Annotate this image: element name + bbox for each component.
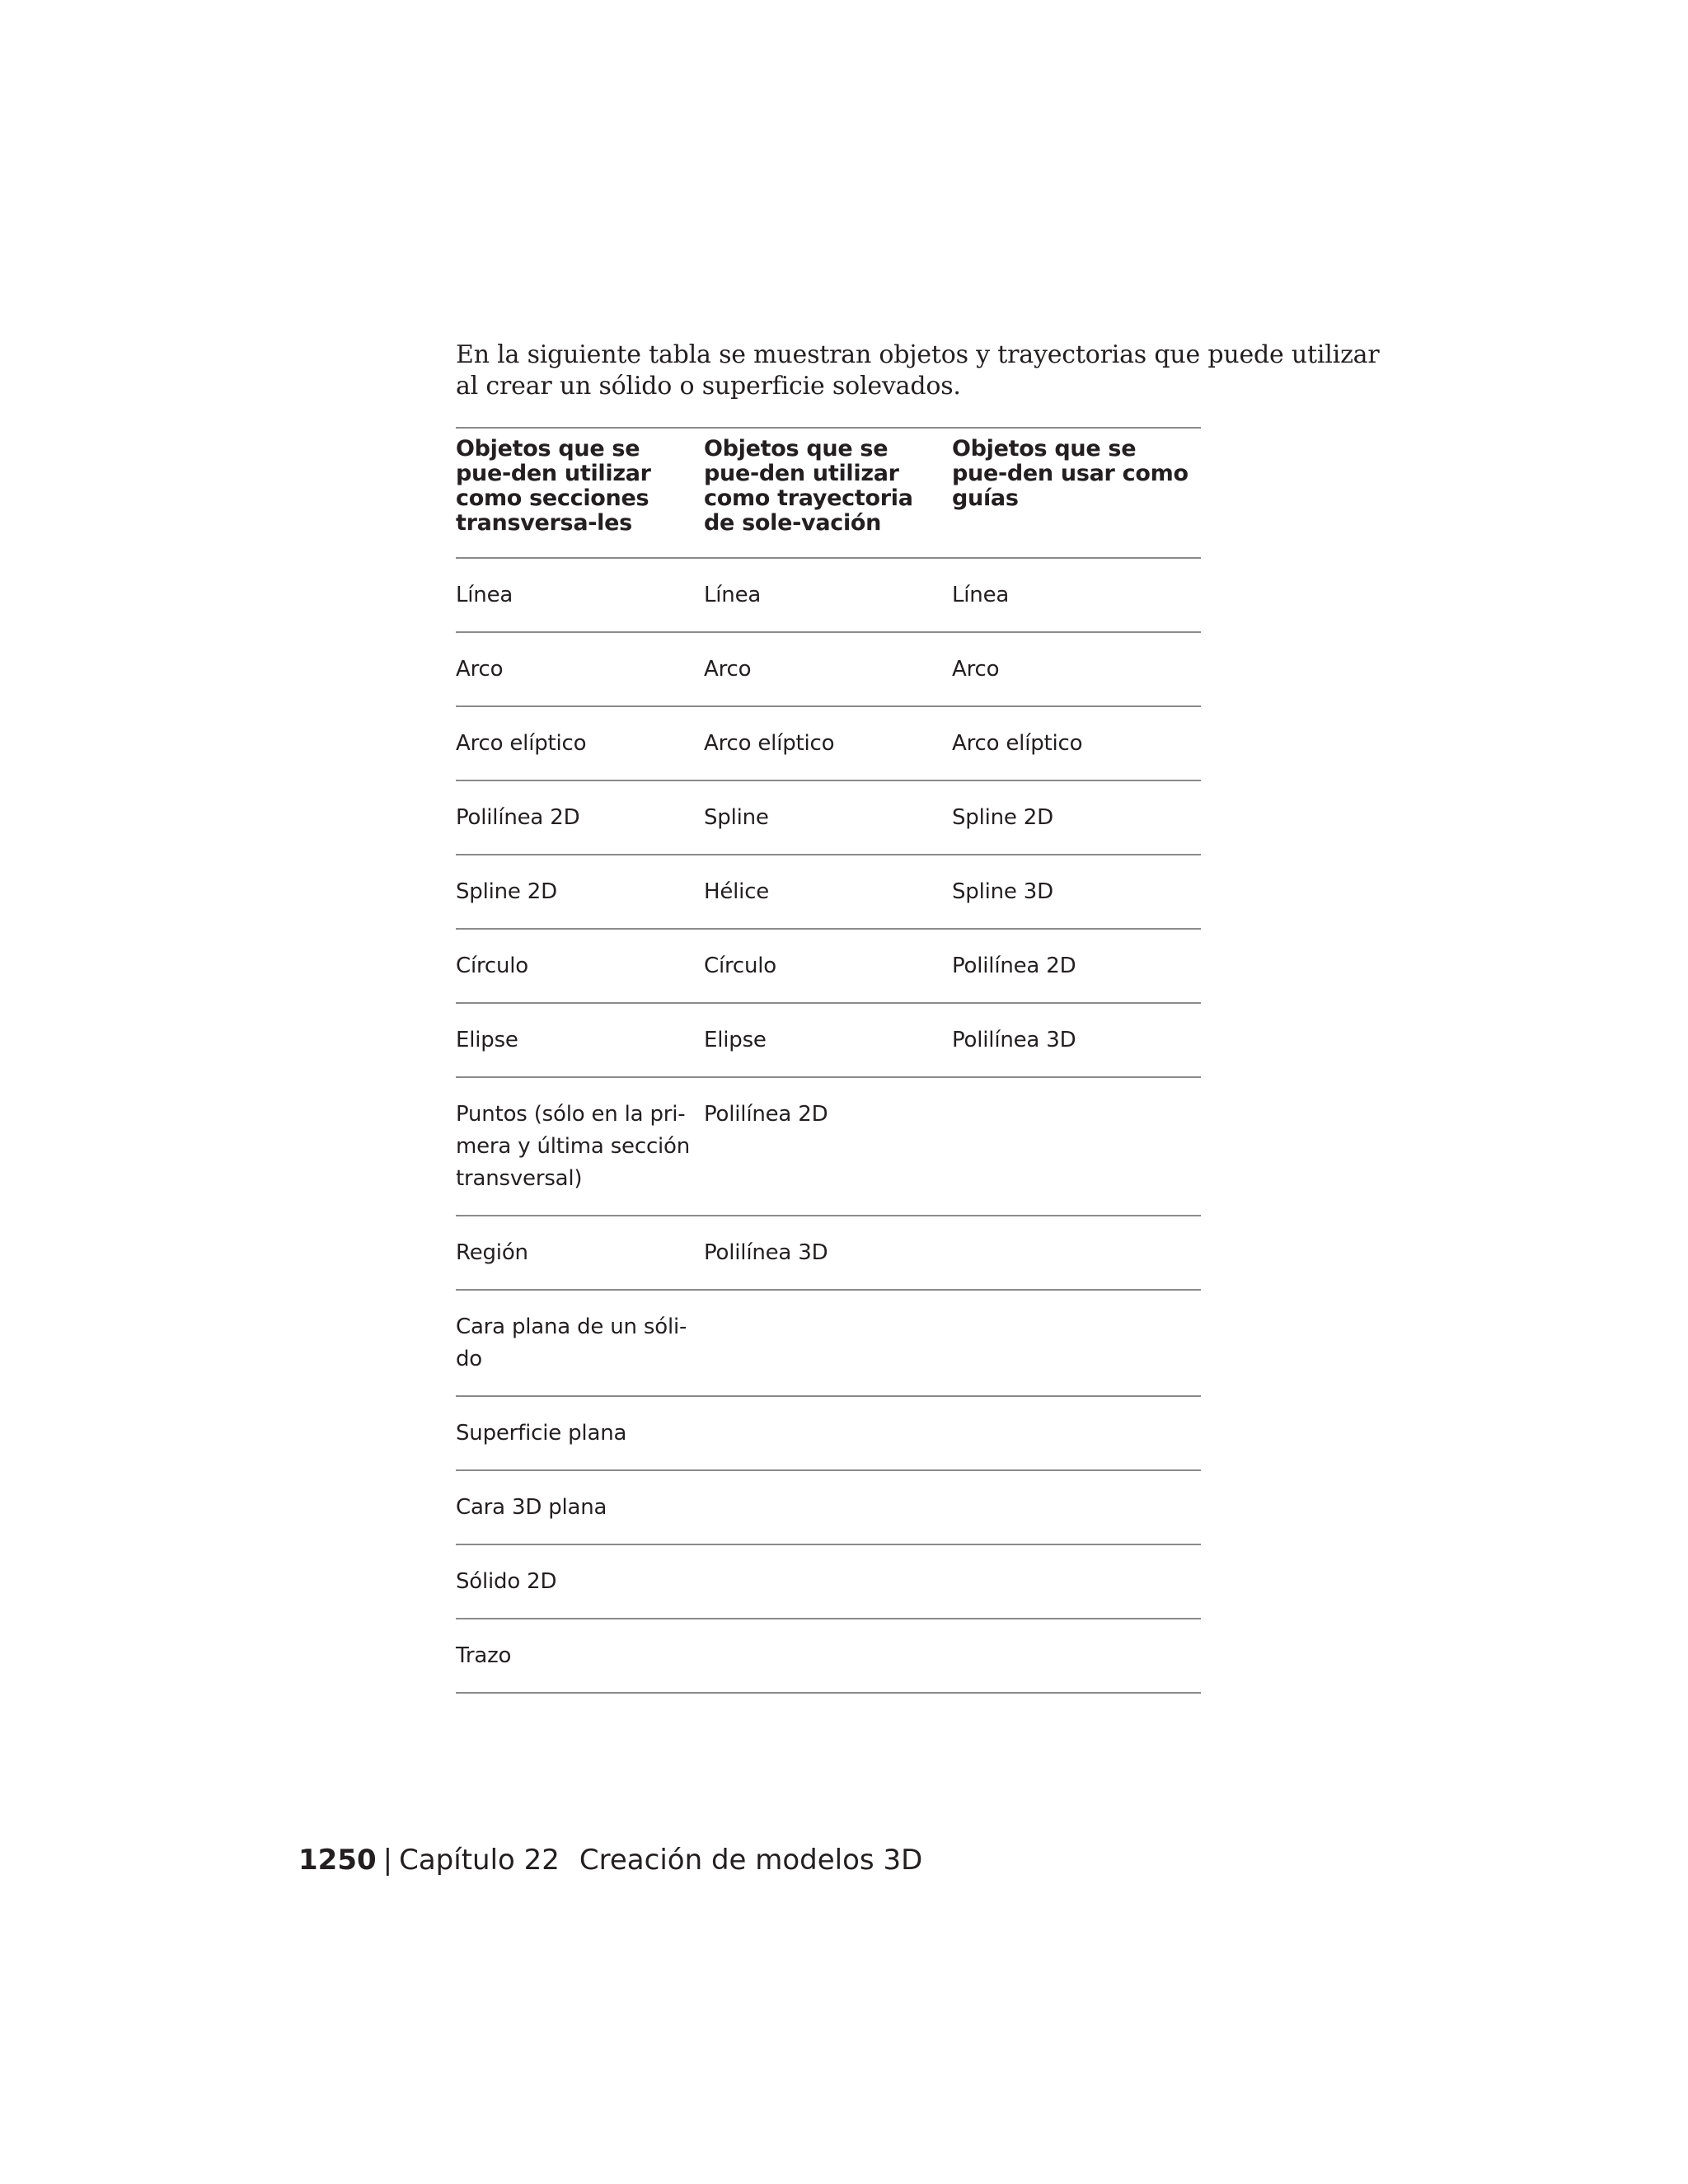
table-cell: Arco elíptico (952, 731, 1083, 756)
table-cell: Trazo (456, 1643, 512, 1668)
table-cell (704, 1396, 952, 1470)
header-loft-path: Objetos que se pue-den utilizar como trayectoria de sole-vación (704, 436, 913, 536)
table-row (456, 1077, 1201, 1216)
table-cell: Cara 3D plana (456, 1495, 607, 1520)
table-cell: Arco (952, 657, 1000, 682)
table-cell (952, 1290, 1201, 1396)
table-cell (952, 1216, 1201, 1290)
table-cell (704, 1544, 952, 1619)
chapter-label: Capítulo 22 (399, 1844, 560, 1877)
table-cell: Polilínea 3D (952, 1028, 1076, 1052)
table-cell (952, 1544, 1201, 1619)
table-header (456, 428, 1201, 558)
table-body (456, 558, 1201, 1693)
table-cell (704, 1290, 952, 1396)
table-cell: Arco elíptico (456, 731, 587, 756)
table-cell: Hélice (704, 879, 770, 904)
table-row (456, 1216, 1201, 1290)
table-cell: Cara plana de un sóli-do (456, 1315, 687, 1371)
table-cell: Spline (704, 805, 769, 830)
table-row (456, 1544, 1201, 1619)
page-footer (298, 1843, 922, 1877)
intro-paragraph: En la siguiente tabla se muestran objetos y trayectorias que puede utilizar al crear un sólido o superficie solevados. (456, 340, 1380, 401)
table-cell: Elipse (456, 1028, 518, 1052)
table-row (456, 1619, 1201, 1693)
table-cell: Línea (704, 583, 762, 607)
loft-objects-table (456, 427, 1201, 1694)
table-row (456, 706, 1201, 780)
table-cell: Elipse (704, 1028, 767, 1052)
table-cell: Polilínea 2D (704, 1102, 828, 1127)
table-cell (952, 1619, 1201, 1693)
table-cell: Arco (456, 657, 504, 682)
chapter-title: Creación de modelos 3D (579, 1844, 923, 1877)
table-cell: Sólido 2D (456, 1569, 557, 1594)
table-cell: Polilínea 2D (952, 954, 1076, 978)
footer-separator: | (382, 1844, 393, 1877)
table-row (456, 780, 1201, 855)
table-cell: Puntos (sólo en la pri-mera y última sección transversal) (456, 1102, 691, 1191)
header-guides: Objetos que se pue-den usar como guías (952, 436, 1189, 511)
table-cell: Polilínea 2D (456, 805, 580, 830)
page-number: 1250 (298, 1844, 377, 1877)
table-cell: Spline 3D (952, 879, 1053, 904)
table-row (456, 1396, 1201, 1470)
table-cell (952, 1077, 1201, 1216)
table-cell (704, 1470, 952, 1544)
table-cell: Línea (952, 583, 1010, 607)
table-cell (704, 1619, 952, 1693)
table-cell (952, 1470, 1201, 1544)
table-cell: Arco elíptico (704, 731, 835, 756)
table-row (456, 632, 1201, 706)
table-cell: Línea (456, 583, 513, 607)
table-cell: Círculo (704, 954, 777, 978)
table-cell: Círculo (456, 954, 529, 978)
table-row (456, 1290, 1201, 1396)
table-cell: Superficie plana (456, 1421, 627, 1446)
table-row (456, 929, 1201, 1003)
table-cell: Spline 2D (952, 805, 1053, 830)
table-cell: Polilínea 3D (704, 1240, 828, 1265)
table-cell: Arco (704, 657, 752, 682)
table-row (456, 1470, 1201, 1544)
table-cell: Región (456, 1240, 528, 1265)
table-row (456, 558, 1201, 632)
table-cell (952, 1396, 1201, 1470)
table-cell: Spline 2D (456, 879, 557, 904)
header-cross-sections: Objetos que se pue-den utilizar como secciones transversa-les (456, 436, 651, 536)
table-row (456, 1003, 1201, 1077)
table-header-row (456, 428, 1201, 558)
table-row (456, 855, 1201, 929)
